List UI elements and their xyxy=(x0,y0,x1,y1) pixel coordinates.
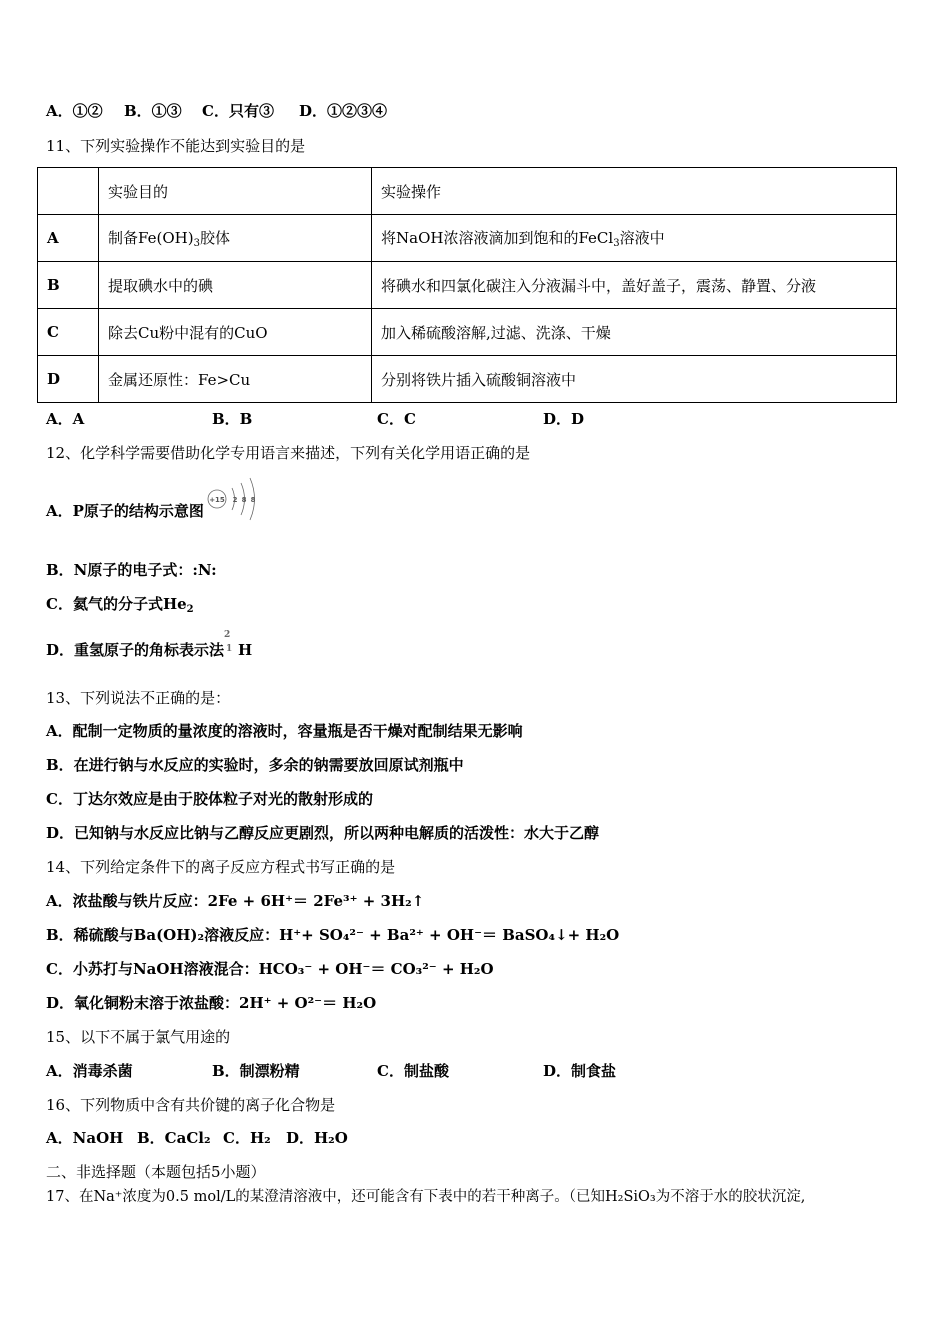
q14-option-d: D．氧化铜粉末溶于浓盐酸：2H⁺ + O²⁻＝ H₂O xyxy=(46,994,377,1012)
row-label: B xyxy=(38,262,99,309)
q13-stem: 13、下列说法不正确的是： xyxy=(46,689,231,707)
q15-stem: 15、以下不属于氯气用途的 xyxy=(46,1028,231,1046)
q10-options xyxy=(46,101,387,121)
q11-option-c: C．C xyxy=(377,410,416,428)
row-label: C xyxy=(38,309,99,356)
row-operation: 加入稀硫酸溶解,过滤、洗涤、干燥 xyxy=(372,309,897,356)
q11-option-d: D．D xyxy=(543,410,585,428)
q17-stem: 17、在Na⁺浓度为0.5 mol/L的某澄清溶液中，还可能含有下表中的若干种离子。（已知H₂SiO₃为不溶于水的胶状沉淀, xyxy=(46,1189,806,1205)
q16-option-c: C．H₂ xyxy=(223,1129,271,1147)
isotope-notation: 2 1 xyxy=(224,630,233,654)
shell-2-label: 8 xyxy=(241,496,247,504)
q11-stem: 11、下列实验操作不能达到实验目的是 xyxy=(46,137,306,155)
q16-option-b: B．CaCl₂ xyxy=(137,1129,211,1147)
q15-option-c: C．制盐酸 xyxy=(377,1062,449,1080)
shell-1-label: 2 xyxy=(232,496,238,504)
q11-option-a: A．A xyxy=(46,410,85,428)
row-operation: 将碘水和四氯化碳注入分液漏斗中，盖好盖子，震荡、静置、分液 xyxy=(372,262,897,309)
q14-option-a: A．浓盐酸与铁片反应：2Fe + 6H⁺＝ 2Fe³⁺ + 3H₂↑ xyxy=(46,892,425,910)
q16-option-a: A．NaOH xyxy=(46,1129,124,1147)
table-row xyxy=(38,168,897,215)
q11-option-b: B．B xyxy=(212,410,253,428)
q13-option-c: C．丁达尔效应是由于胶体粒子对光的散射形成的 xyxy=(46,790,373,808)
q10-option-a: A．①② xyxy=(46,102,103,120)
q11-options xyxy=(46,409,584,429)
q10-option-c: C．只有③ xyxy=(202,102,274,120)
row-purpose: 金属还原性：Fe>Cu xyxy=(99,356,372,403)
row-purpose: 制备$Fe(OH)_3$胶体 xyxy=(99,215,372,262)
q11-table xyxy=(37,167,897,403)
q15-option-b: B．制漂粉精 xyxy=(212,1062,300,1080)
table-row xyxy=(38,356,897,403)
q16-options xyxy=(46,1128,348,1148)
table-row xyxy=(38,262,897,309)
header-operation: 实验操作 xyxy=(372,168,897,215)
q16-option-d: D．H₂O xyxy=(286,1129,348,1147)
q10-option-b: B．①③ xyxy=(124,102,182,120)
q14-stem: 14、下列给定条件下的离子反应方程式书写正确的是 xyxy=(46,858,396,876)
q16-stem: 16、下列物质中含有共价键的离子化合物是 xyxy=(46,1096,336,1114)
q14-option-c: C．小苏打与NaOH溶液混合：HCO₃⁻ + OH⁻＝ CO₃²⁻ + H₂O xyxy=(46,960,494,978)
q13-option-b: B．在进行钠与水反应的实验时，多余的钠需要放回原试剂瓶中 xyxy=(46,756,464,774)
row-purpose: 提取碘水中的碘 xyxy=(99,262,372,309)
shell-3-label: 8 xyxy=(250,496,256,504)
q10-option-d: D．①②③④ xyxy=(299,102,388,120)
row-label: A xyxy=(38,215,99,262)
q13-option-d: D．已知钠与水反应比钠与乙醇反应更剧烈，所以两种电解质的活泼性：水大于乙醇 xyxy=(46,824,600,842)
q15-option-a: A．消毒杀菌 xyxy=(46,1062,133,1080)
nucleus-label: +15 xyxy=(209,496,225,504)
section-heading: 二、非选择题（本题包括5小题） xyxy=(46,1163,266,1181)
isotope-element: H xyxy=(238,641,253,659)
atom-structure-diagram xyxy=(206,474,262,524)
q12-stem: 12、化学科学需要借助化学专用语言来描述，下列有关化学用语正确的是 xyxy=(46,444,531,462)
q12-option-b: B．N原子的电子式：:N: xyxy=(46,561,217,579)
row-operation: 分别将铁片插入硫酸铜溶液中 xyxy=(372,356,897,403)
header-purpose: 实验目的 xyxy=(99,168,372,215)
row-label: D xyxy=(38,356,99,403)
header-blank xyxy=(38,168,99,215)
q12-option-d-text: D．重氢原子的角标表示法 xyxy=(46,641,225,659)
q15-option-d: D．制食盐 xyxy=(543,1062,617,1080)
q12-option-a xyxy=(46,496,262,524)
table-row xyxy=(38,309,897,356)
q13-option-a: A．配制一定物质的量浓度的溶液时，容量瓶是否干燥对配制结果无影响 xyxy=(46,722,523,740)
q12-option-c: C．氦气的分子式$He_2$ xyxy=(46,595,194,615)
table-row xyxy=(38,215,897,262)
q12-option-d xyxy=(46,630,253,660)
q12-option-a-text: A．P原子的结构示意图 xyxy=(46,502,204,520)
q15-options xyxy=(46,1061,616,1081)
row-purpose: 除去Cu粉中混有的CuO xyxy=(99,309,372,356)
q14-option-b: B．稀硫酸与Ba(OH)₂溶液反应：H⁺+ SO₄²⁻ + Ba²⁺ + OH⁻＝ BaSO₄↓+ H₂O xyxy=(46,926,620,944)
row-operation: 将NaOH浓溶液滴加到饱和的FeCl$_3$溶液中 xyxy=(372,215,897,262)
